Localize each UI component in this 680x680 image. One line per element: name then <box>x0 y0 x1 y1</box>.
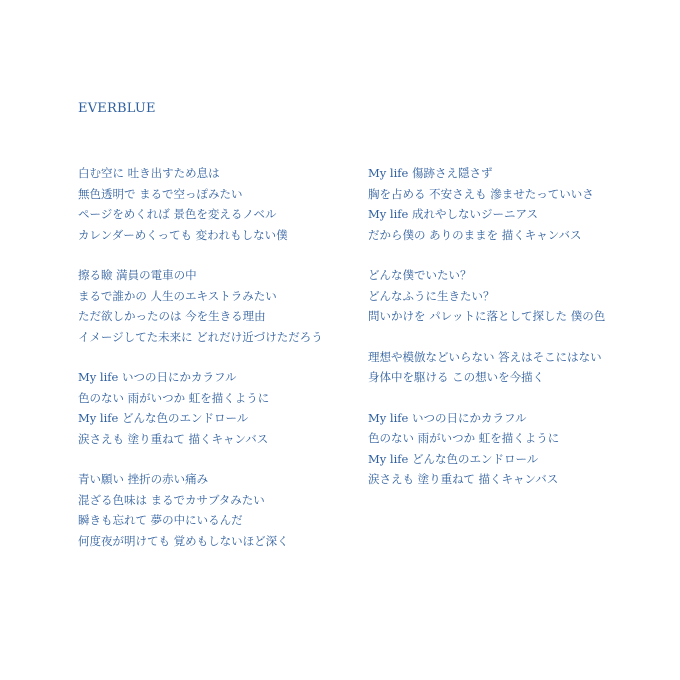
lyric-line: 胸を占める 不安さえも 滲ませたっていいさ <box>368 186 594 201</box>
lyric-line: 問いかけを パレットに落として探した 僕の色 <box>368 309 606 323</box>
lyric-line: 何度夜が明けても 覚めもしないほど深く <box>78 533 289 548</box>
lyric-line: まるで誰かの 人生のエキストラみたい <box>78 288 277 303</box>
lyric-stanza <box>368 163 668 245</box>
lyric-line: 理想や模倣などいらない 答えはそこにはない <box>368 349 602 364</box>
lyric-stanza <box>78 163 368 245</box>
lyric-line: My life どんな色のエンドロール <box>78 411 249 425</box>
lyric-line: だから僕の ありのままを 描くキャンバス <box>368 227 582 242</box>
lyric-line: My life 傷跡さえ隠さず <box>368 166 493 180</box>
lyric-stanza <box>368 408 668 490</box>
lyric-stanza <box>368 265 668 327</box>
lyric-line: My life いつの日にかカラフル <box>368 410 527 425</box>
lyrics-right-column <box>368 163 668 510</box>
lyrics-title: EVERBLUE <box>78 101 156 116</box>
lyric-line: どんなふうに生きたい？ <box>368 288 495 303</box>
lyric-line: My life 成れやしないジーニアス <box>368 207 539 221</box>
lyric-line: 瞬きも忘れて 夢の中にいるんだ <box>78 513 243 527</box>
lyric-line: カレンダーめくっても 変われもしない僕 <box>78 227 288 242</box>
lyric-line: 混ざる色味は まるでカサブタみたい <box>78 492 265 507</box>
lyric-line: 涙さえも 塗り重ねて 描くキャンバス <box>368 472 559 486</box>
lyric-line: 涙さえも 塗り重ねて 描くキャンバス <box>78 431 269 446</box>
lyric-stanza <box>368 347 668 388</box>
lyric-line: 色のない 雨がいつか 虹を描くように <box>78 390 270 405</box>
lyric-line: 身体中を駆ける この想いを今描く <box>368 370 545 384</box>
lyric-stanza <box>78 469 368 551</box>
lyric-line: イメージしてた未来に どれだけ近づけただろう <box>78 329 323 344</box>
lyrics-left-column <box>78 163 368 571</box>
lyric-line: 白む空に 吐き出すため息は <box>78 166 220 180</box>
lyric-line: 擦る瞼 満員の電車の中 <box>78 268 197 282</box>
lyric-line: ただ欲しかったのは 今を生きる理由 <box>78 309 266 323</box>
lyric-line: 無色透明で まるで空っぽみたい <box>78 186 243 201</box>
lyric-line: 色のない 雨がいつか 虹を描くように <box>368 431 560 445</box>
lyric-line: ページをめくれば 景色を変えるノベル <box>78 207 277 221</box>
lyric-stanza <box>78 265 368 347</box>
lyric-line: 青い願い 挫折の赤い痛み <box>78 472 209 486</box>
lyric-line: どんな僕でいたい？ <box>368 268 472 282</box>
lyric-line: My life どんな色のエンドロール <box>368 451 539 466</box>
lyric-line: My life いつの日にかカラフル <box>78 370 237 384</box>
lyric-stanza <box>78 367 368 449</box>
